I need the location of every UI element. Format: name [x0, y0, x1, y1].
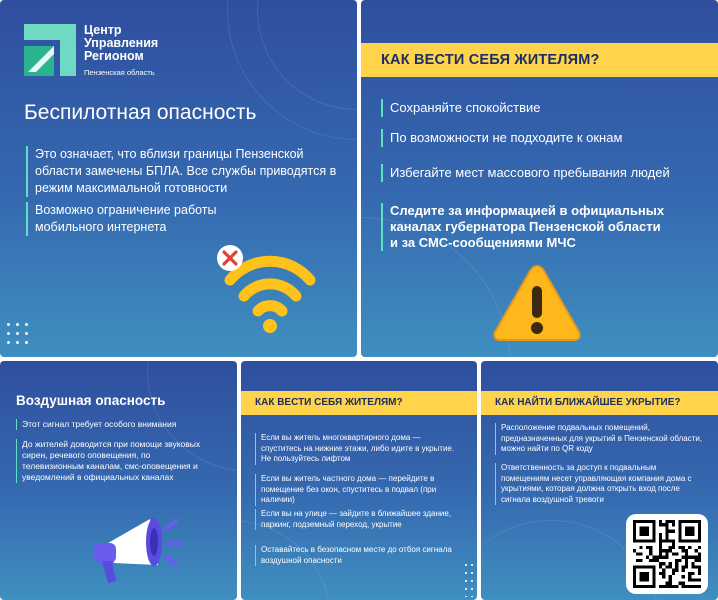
- logo-line: Регионом: [84, 49, 144, 63]
- qr-code[interactable]: [632, 520, 702, 588]
- section-header: КАК ВЕСТИ СЕБЯ ЖИТЕЛЯМ?: [241, 391, 477, 415]
- list-item: Избегайте мест массового пребывания людей: [381, 164, 670, 182]
- section-header: КАК НАЙТИ БЛИЖАЙШЕЕ УКРЫТИЕ?: [481, 391, 718, 415]
- list-item: Если вы житель многоквартирного дома — спуститесь на нижние этажи, либо идите в укрытие. Не пользуйтесь лифтом: [255, 433, 461, 465]
- logo-mark-icon: [24, 24, 76, 76]
- wifi-off-icon: [212, 242, 322, 342]
- list-item: По возможности не подходите к окнам: [381, 129, 622, 147]
- panel-drone-danger: [0, 0, 357, 357]
- list-item: Возможно ограничение работы мобильного интернета: [26, 202, 286, 236]
- decor-dots: [463, 561, 475, 597]
- list-item: Ответственность за доступ к подвальным помещениям несет управляющая компания дома с укрытиями, которая должна открыть вход после сигнала воздушной тревоги: [495, 463, 703, 505]
- megaphone-icon: [80, 509, 190, 589]
- warning-icon: [491, 262, 583, 344]
- panel-find-shelter: [481, 361, 718, 600]
- list-item: Расположение подвальных помещений, предназначенных для укрытий в Пензенской области, можно найти по QR коду: [495, 423, 703, 455]
- logo-line: Управления: [84, 36, 159, 50]
- list-item: Если вы житель частного дома — перейдите в помещение без окон, спуститесь в подвал (при наличии): [255, 474, 461, 506]
- list-item: Это означает, что вблизи границы Пензенской области замечены БПЛА. Все службы приводятся в режим максимальной готовности: [26, 146, 348, 197]
- panel-air-danger: [0, 361, 237, 600]
- panel-behavior-drone: [361, 0, 718, 357]
- logo-line: Центр: [84, 23, 122, 37]
- panel-title: Воздушная опасность: [16, 393, 166, 408]
- logo-region: Пензенская область: [84, 68, 155, 77]
- list-item: Этот сигнал требует особого внимания: [16, 419, 176, 430]
- panel-behavior-air: [241, 361, 477, 600]
- panel-title: Беспилотная опасность: [24, 101, 257, 124]
- list-item: Следите за информацией в официальных каналах губернатора Пензенской области и за СМС-сообщениями МЧС: [381, 203, 671, 251]
- list-item: Если вы на улице — зайдите в ближайшее здание, паркинг, подземный переход, укрытие: [255, 509, 461, 530]
- list-item: Оставайтесь в безопасном месте до отбоя сигнала воздушной опасности: [255, 545, 461, 566]
- section-header: КАК ВЕСТИ СЕБЯ ЖИТЕЛЯМ?: [361, 43, 718, 77]
- decor-dots: [4, 320, 30, 346]
- qr-code-card[interactable]: [626, 514, 708, 594]
- list-item: Сохраняйте спокойствие: [381, 99, 541, 117]
- list-item: До жителей доводится при помощи звуковых сирен, речевого оповещения, по телевизионным каналам, смс-оповещения и уведомлений в официальных каналах: [16, 439, 212, 483]
